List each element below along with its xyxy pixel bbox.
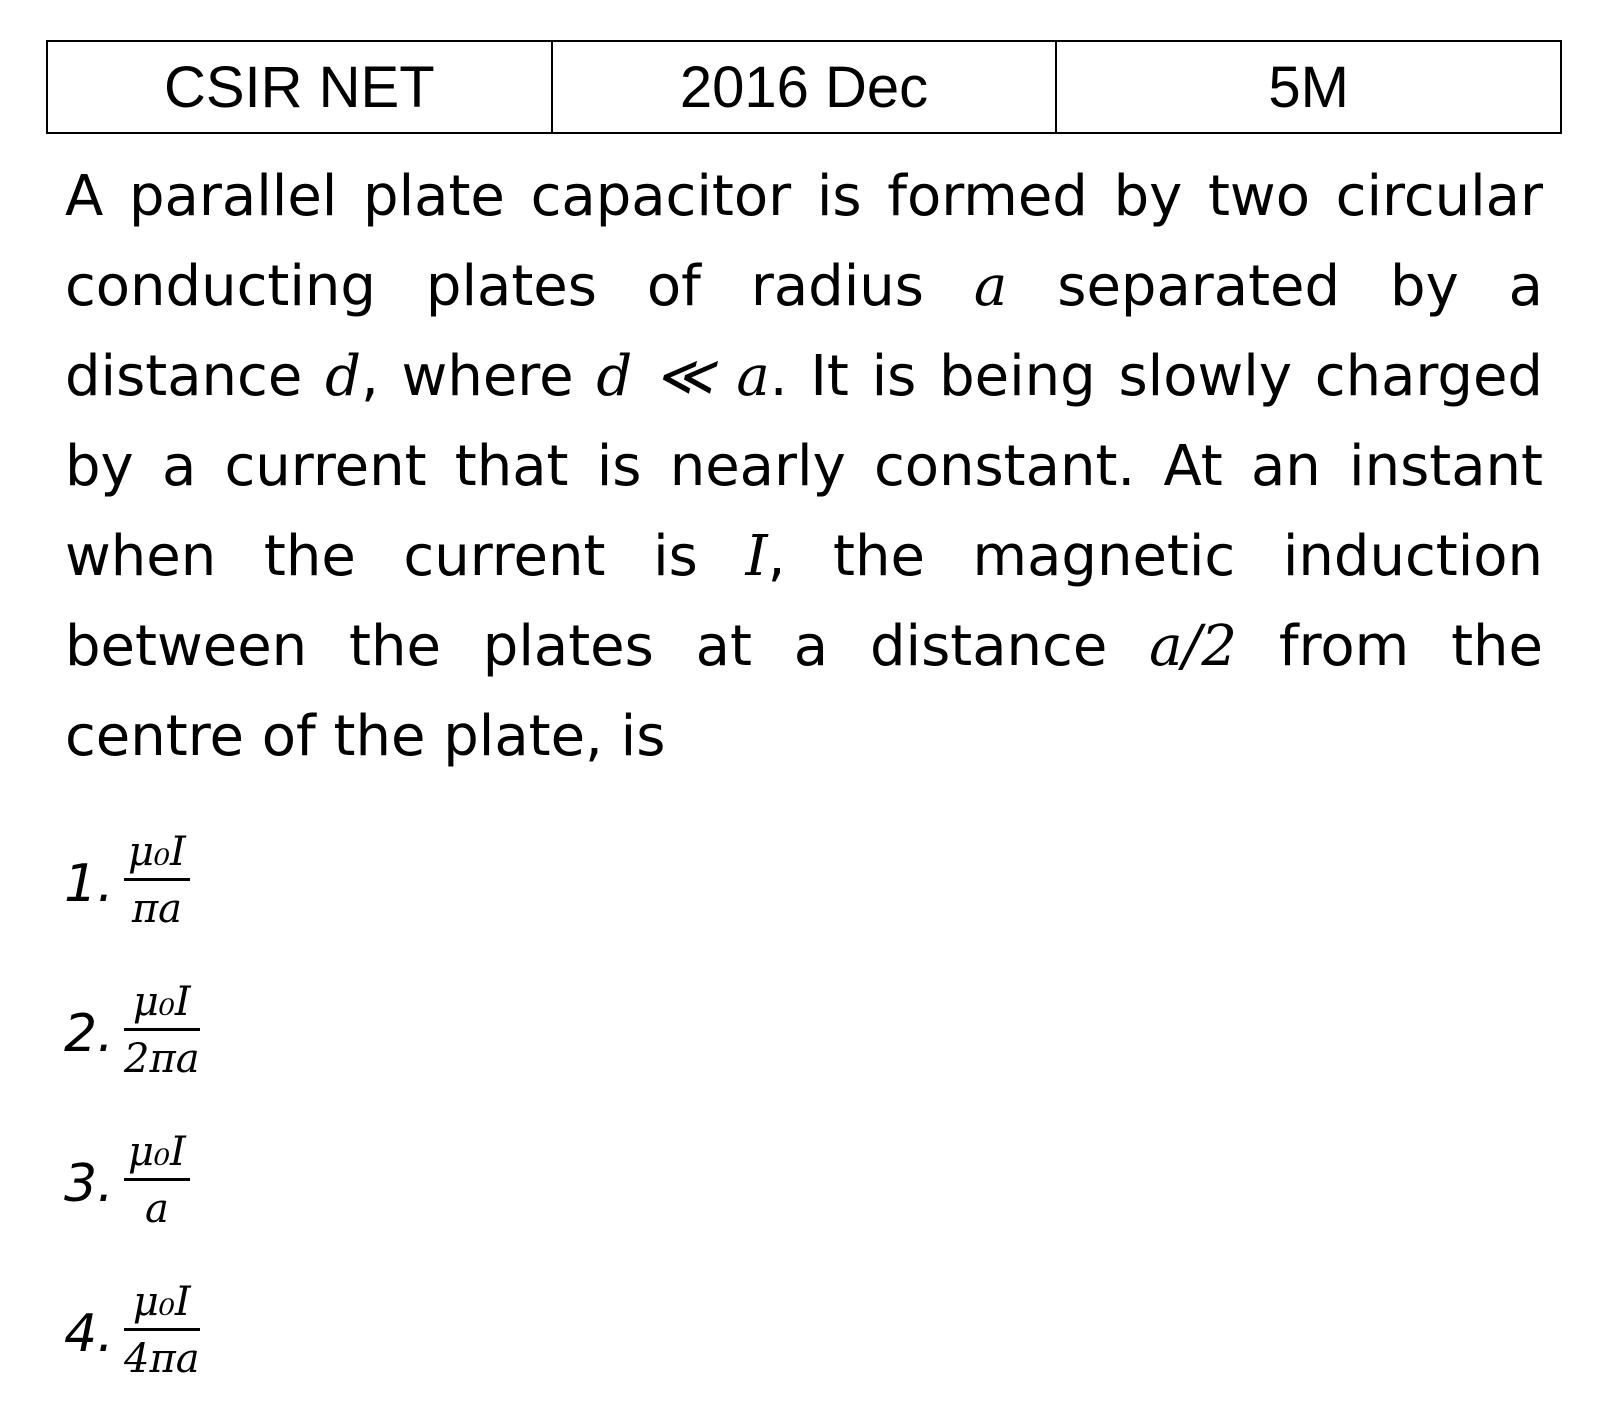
meta-row <box>47 41 1561 133</box>
question-meta-table <box>46 40 1562 134</box>
math-variable-d: d <box>325 344 361 409</box>
fraction-denominator: 2πa <box>124 1036 200 1082</box>
option-fraction <box>124 830 190 931</box>
question-text <box>65 152 1543 782</box>
option-fraction <box>124 1130 190 1231</box>
question-text-part: , the magnetic induction between the plates at a distance <box>65 524 1544 679</box>
question-text-part: . It is being slowly charged by a current that is nearly constant. At an instant when the current is <box>65 344 1543 589</box>
option-fraction <box>124 1280 200 1381</box>
option-3[interactable] <box>64 1130 464 1240</box>
fraction-numerator: μ₀I <box>124 830 190 881</box>
marks-cell: 5M <box>1056 41 1561 133</box>
fraction-numerator: μ₀I <box>124 1130 190 1181</box>
question-text-part: separated by a distance <box>65 254 1543 409</box>
option-number: 3. <box>64 1154 114 1214</box>
math-variable-current: I <box>745 524 768 589</box>
fraction-numerator: μ₀I <box>124 1280 200 1331</box>
option-number: 4. <box>64 1304 114 1364</box>
option-number: 2. <box>64 1004 114 1064</box>
fraction-numerator: μ₀I <box>124 980 200 1031</box>
fraction-denominator: πa <box>131 886 182 932</box>
question-text-part: , where <box>360 344 597 409</box>
option-4[interactable] <box>64 1280 464 1390</box>
math-distance: a/2 <box>1149 614 1238 679</box>
math-condition: d ≪ a <box>596 344 770 409</box>
option-1[interactable] <box>64 830 464 940</box>
math-variable-a: a <box>973 254 1008 319</box>
exam-name-cell: CSIR NET <box>47 41 552 133</box>
option-number: 1. <box>64 854 114 914</box>
fraction-denominator: 4πa <box>124 1336 200 1382</box>
fraction-denominator: a <box>144 1186 169 1232</box>
question-text-part: A parallel plate capacitor is formed by two circular conducting plates of radius <box>65 164 1543 319</box>
option-fraction <box>124 980 200 1081</box>
exam-session-cell: 2016 Dec <box>552 41 1057 133</box>
option-2[interactable] <box>64 980 464 1090</box>
question-text-part: from the centre of the plate, is <box>65 614 1544 769</box>
